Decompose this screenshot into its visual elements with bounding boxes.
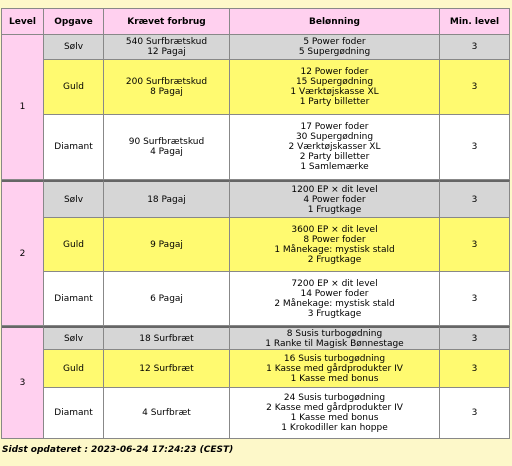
table-row — [2, 180, 510, 218]
required-line: 18 Surfbræt — [139, 333, 194, 344]
required-cell — [104, 350, 230, 388]
min-level-cell: 3 — [440, 350, 510, 388]
reward-line: 1 Party billetter — [299, 97, 370, 107]
reward-line: 1 Kasse med gårdprodukter IV — [266, 363, 403, 374]
task-cell: Sølv — [44, 35, 104, 60]
header-row — [2, 9, 510, 35]
header-required: Krævet forbrug — [104, 9, 230, 35]
reward-line: 12 Power foder — [300, 67, 369, 77]
reward-line: 3600 EP × dit level — [291, 224, 378, 235]
reward-line: 2 Kasse med gårdprodukter IV — [266, 403, 403, 413]
reward-line: 8 Power foder — [303, 234, 366, 245]
reward-line: 1 Månekage: mystisk stald — [274, 244, 395, 255]
table-row — [2, 350, 510, 388]
table-row — [2, 326, 510, 350]
reward-cell — [230, 218, 440, 272]
required-cell — [104, 272, 230, 326]
reward-line: 1200 EP × dit level — [291, 184, 378, 195]
min-level-cell: 3 — [440, 326, 510, 350]
header-reward: Belønning — [230, 9, 440, 35]
level-cell: 1 — [2, 35, 44, 180]
required-cell — [104, 35, 230, 60]
reward-line: 1 Frugtkage — [307, 204, 362, 215]
table-row — [2, 35, 510, 60]
reward-line: 14 Power foder — [300, 288, 369, 299]
table-row — [2, 272, 510, 326]
reward-line: 17 Power foder — [300, 122, 369, 132]
header-level: Level — [2, 9, 44, 35]
required-line: 9 Pagaj — [150, 239, 183, 250]
required-line: 540 Surfbrætskud — [125, 37, 208, 47]
reward-cell — [230, 272, 440, 326]
required-cell — [104, 180, 230, 218]
min-level-cell: 3 — [440, 272, 510, 326]
reward-line: 2 Party billetter — [299, 152, 370, 162]
min-level-cell: 3 — [440, 35, 510, 60]
reward-cell — [230, 115, 440, 180]
table-body — [2, 35, 510, 439]
reward-line: 1 Krokodiller kan hoppe — [281, 423, 388, 433]
min-level-cell: 3 — [440, 180, 510, 218]
reward-line: 5 Supergødning — [298, 47, 371, 57]
header-task: Opgave — [44, 9, 104, 35]
last-updated: Sidst opdateret : 2023-06-24 17:24:23 (CEST) — [2, 445, 234, 455]
level-cell: 3 — [2, 326, 44, 439]
required-cell — [104, 115, 230, 180]
task-cell: Guld — [44, 60, 104, 115]
table-row — [2, 115, 510, 180]
min-level-cell: 3 — [440, 388, 510, 439]
reward-cell — [230, 35, 440, 60]
reward-line: 30 Supergødning — [295, 132, 374, 142]
task-cell: Diamant — [44, 115, 104, 180]
reward-line: 1 Kasse med bonus — [290, 413, 379, 423]
reward-line: 1 Ranke til Magisk Bønnestage — [265, 338, 404, 349]
reward-cell — [230, 388, 440, 439]
reward-cell — [230, 60, 440, 115]
task-cell: Diamant — [44, 388, 104, 439]
reward-line: 1 Værktøjskasse XL — [290, 87, 379, 97]
task-cell: Sølv — [44, 326, 104, 350]
reward-cell — [230, 350, 440, 388]
reward-line: 24 Susis turbogødning — [283, 393, 386, 403]
required-line: 12 Pagaj — [147, 47, 186, 57]
task-cell: Sølv — [44, 180, 104, 218]
level-cell: 2 — [2, 180, 44, 326]
reward-line: 2 Frugtkage — [307, 254, 362, 265]
required-line: 12 Surfbræt — [139, 363, 194, 374]
rewards-table — [1, 8, 510, 439]
reward-line: 1 Samlemærke — [300, 162, 369, 172]
required-line: 90 Surfbrætskud — [128, 137, 205, 147]
required-cell — [104, 326, 230, 350]
task-cell: Guld — [44, 350, 104, 388]
min-level-cell: 3 — [440, 218, 510, 272]
min-level-cell: 3 — [440, 60, 510, 115]
header-min-level: Min. level — [440, 9, 510, 35]
reward-line: 7200 EP × dit level — [291, 278, 378, 289]
required-line: 6 Pagaj — [150, 293, 183, 304]
min-level-cell: 3 — [440, 115, 510, 180]
required-line: 200 Surfbrætskud — [125, 77, 208, 87]
reward-line: 4 Power foder — [303, 194, 366, 205]
table-row — [2, 60, 510, 115]
required-cell — [104, 218, 230, 272]
required-line: 18 Pagaj — [147, 194, 186, 205]
reward-line: 2 Månekage: mystisk stald — [274, 298, 395, 309]
reward-cell — [230, 180, 440, 218]
reward-line: 3 Frugtkage — [307, 308, 362, 319]
reward-line: 8 Susis turbogødning — [286, 328, 383, 339]
reward-line: 2 Værktøjskasser XL — [288, 142, 381, 152]
table-row — [2, 218, 510, 272]
required-line: 4 Pagaj — [150, 147, 183, 157]
reward-line: 1 Kasse med bonus — [290, 373, 379, 384]
required-cell — [104, 388, 230, 439]
reward-cell — [230, 326, 440, 350]
table-row — [2, 388, 510, 439]
required-line: 4 Surfbræt — [142, 408, 191, 418]
reward-line: 5 Power foder — [303, 37, 366, 47]
task-cell: Guld — [44, 218, 104, 272]
reward-line: 15 Supergødning — [295, 77, 374, 87]
task-cell: Diamant — [44, 272, 104, 326]
required-cell — [104, 60, 230, 115]
required-line: 8 Pagaj — [150, 87, 183, 97]
reward-line: 16 Susis turbogødning — [283, 353, 386, 364]
